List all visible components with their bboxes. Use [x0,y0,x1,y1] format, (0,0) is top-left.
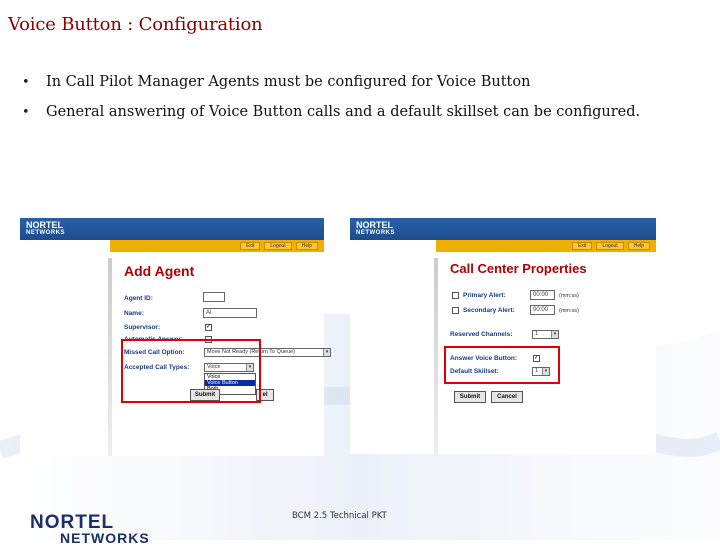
accepted-call-types-select[interactable]: Voice ▾ [204,363,254,372]
bullet-text: General answering of Voice Button calls and a default skillset can be configured. [46,104,641,120]
cancel-button[interactable]: Cancel [491,391,523,403]
nortel-footer-logo: NORTEL NETWORKS [30,512,150,546]
exit-button[interactable]: Exit [572,242,592,250]
bullet-icon: • [22,105,30,120]
dropdown-option-selected[interactable]: Voice Button [205,380,255,386]
logout-button[interactable]: Logout [596,242,623,250]
name-label: Name: [124,310,144,317]
add-agent-screenshot [20,218,329,456]
chevron-down-icon[interactable]: ▾ [323,349,330,356]
bullet-text: In Call Pilot Manager Agents must be configured for Voice Button [46,74,531,90]
reserved-channels-label: Reserved Channels: [450,331,513,338]
secondary-alert-checkbox[interactable] [452,307,459,314]
missed-call-option-label: Missed Call Option: [124,349,185,356]
exit-button[interactable]: Exit [240,242,260,250]
highlight-box [121,339,261,403]
default-skillset-select[interactable]: 1 ▾ [532,367,550,376]
submit-button[interactable]: Submit [454,391,486,403]
nortel-logo: NORTEL NETWORKS [26,220,65,236]
help-button[interactable]: Help [628,242,650,250]
supervisor-checkbox[interactable]: ✓ [206,324,212,330]
primary-alert-input[interactable]: 00:00 [530,290,555,300]
primary-alert-unit: (mm:ss) [559,293,579,299]
bullet-icon: • [22,75,30,90]
call-center-screenshot [350,218,656,454]
answer-voice-button-checkbox[interactable]: ✓ [534,355,540,361]
accepted-call-types-label: Accepted Call Types: [124,364,190,371]
form-title: Add Agent [124,263,195,279]
chevron-down-icon[interactable]: ▾ [542,368,549,375]
supervisor-label: Supervisor: [124,324,161,331]
logout-button[interactable]: Logout [264,242,291,250]
dropdown-option[interactable]: Voice [207,374,221,380]
highlight-box [444,346,560,384]
header-bar [20,218,324,240]
secondary-alert-input[interactable]: 00:00 [530,305,555,315]
agent-id-label: Agent ID: [124,295,153,302]
side-divider [108,258,112,456]
nav-bar [110,240,324,252]
submit-button[interactable]: Submit [190,389,220,401]
help-button[interactable]: Help [296,242,318,250]
bullet-item [22,104,712,120]
nortel-logo: NORTEL NETWORKS [356,220,395,236]
bullet-item [22,74,712,90]
side-divider [434,258,438,454]
form-title: Call Center Properties [450,261,587,276]
primary-alert-label: Primary Alert: [463,292,506,299]
agent-id-input[interactable] [203,292,225,302]
default-skillset-label: Default Skillset: [450,368,499,375]
missed-call-option-select[interactable]: Move Not Ready (Return To Queue) ▾ [204,348,331,357]
reserved-channels-select[interactable]: 1 ▾ [532,330,559,339]
secondary-alert-unit: (mm:ss) [559,308,579,314]
chevron-down-icon[interactable]: ▾ [246,364,253,371]
secondary-alert-label: Secondary Alert: [463,307,515,314]
primary-alert-checkbox[interactable] [452,292,459,299]
cancel-button[interactable]: el [256,389,274,401]
nav-bar [436,240,656,252]
bullet-list [22,74,712,134]
footer-text: BCM 2.5 Technical PKT [292,511,387,521]
slide-title: Voice Button : Configuration [8,14,263,35]
chevron-down-icon[interactable]: ▾ [551,331,558,338]
answer-voice-button-label: Answer Voice Button: [450,355,518,362]
header-bar [350,218,656,240]
name-input[interactable]: Al [203,308,257,318]
automatic-answer-label: Automatic Answer: [124,336,183,343]
